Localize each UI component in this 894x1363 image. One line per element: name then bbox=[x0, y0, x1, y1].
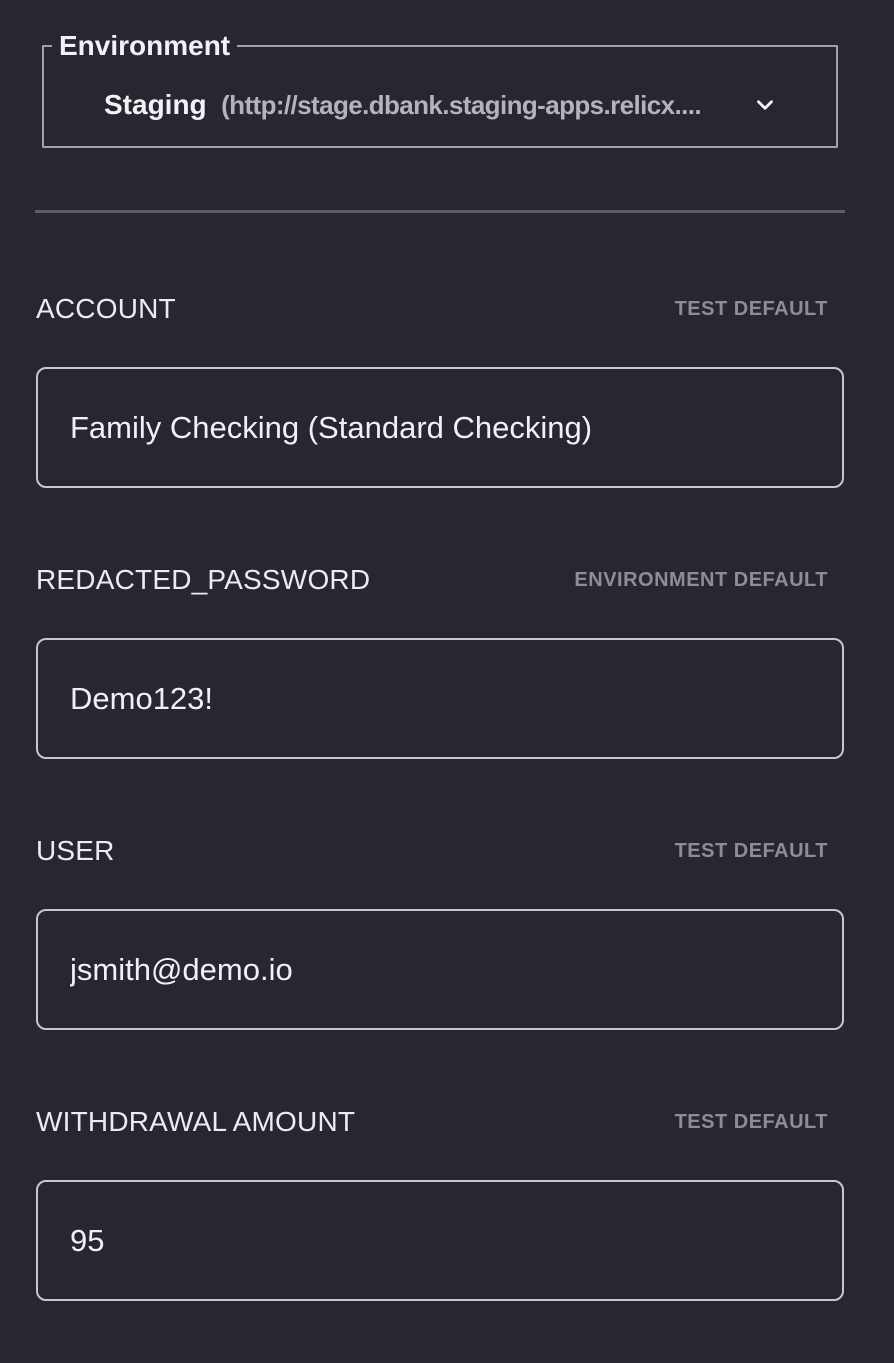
withdrawal-amount-input[interactable] bbox=[36, 1180, 844, 1301]
default-source-badge: TEST DEFAULT bbox=[674, 297, 828, 320]
field-section-redacted-password bbox=[36, 564, 844, 759]
account-input[interactable] bbox=[36, 367, 844, 488]
default-source-badge: TEST DEFAULT bbox=[674, 1110, 828, 1133]
field-header bbox=[36, 293, 844, 325]
field-label-account: ACCOUNT bbox=[36, 293, 176, 324]
redacted-password-input[interactable] bbox=[36, 638, 844, 759]
environment-select[interactable] bbox=[44, 62, 836, 142]
environment-url: (http://stage.dbank.staging-apps.relicx.... bbox=[221, 90, 701, 120]
environment-legend: Environment bbox=[59, 30, 231, 61]
field-section-user bbox=[36, 835, 844, 1030]
field-header bbox=[36, 1106, 844, 1138]
environment-selected-option bbox=[104, 89, 740, 121]
user-input[interactable] bbox=[36, 909, 844, 1030]
chevron-down-icon bbox=[752, 92, 778, 118]
field-header bbox=[36, 564, 844, 596]
environment-name: Staging bbox=[104, 89, 207, 120]
environment-fieldset bbox=[42, 30, 838, 148]
field-label-user: USER bbox=[36, 835, 115, 866]
divider bbox=[35, 210, 845, 213]
field-label-withdrawal-amount: WITHDRAWAL AMOUNT bbox=[36, 1106, 356, 1137]
field-section-withdrawal-amount bbox=[36, 1106, 844, 1301]
field-section-account bbox=[36, 293, 844, 488]
default-source-badge: TEST DEFAULT bbox=[674, 839, 828, 862]
field-header bbox=[36, 835, 844, 867]
default-source-badge: ENVIRONMENT DEFAULT bbox=[574, 568, 828, 591]
field-label-redacted-password: REDACTED_PASSWORD bbox=[36, 564, 371, 595]
